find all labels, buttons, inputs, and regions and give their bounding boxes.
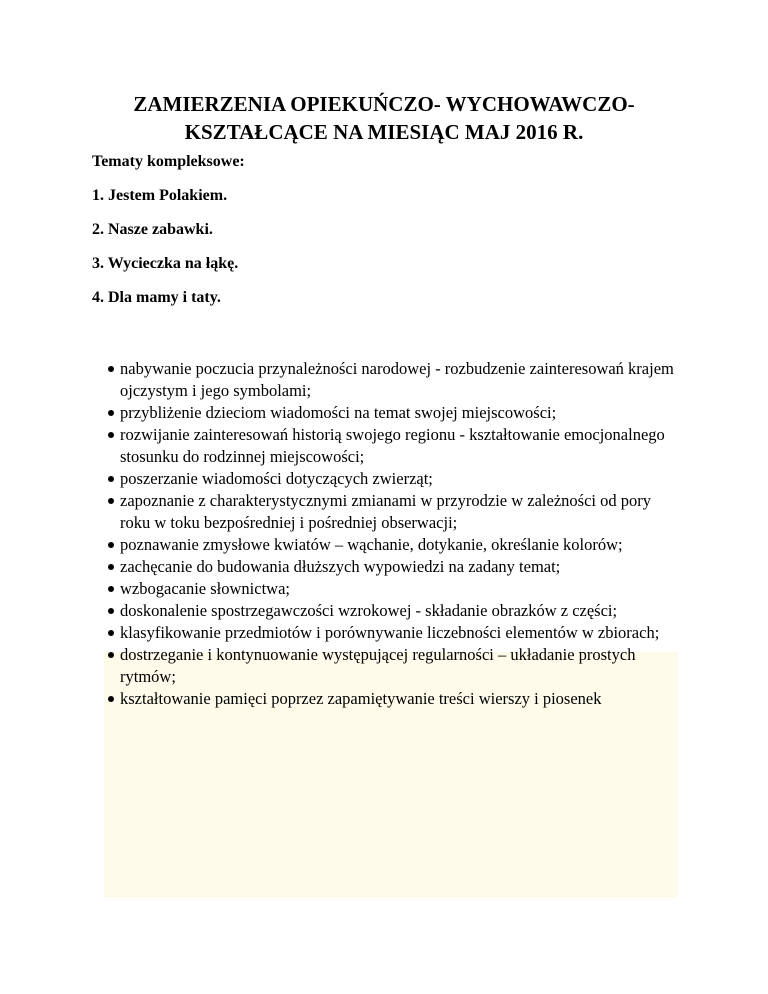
topics-list bbox=[92, 152, 692, 322]
bullet-icon bbox=[108, 542, 114, 548]
goal-text: nabywanie poczucia przynależności narodowej - rozbudzenie zainteresowań krajem ojczystym i jego symbolami; bbox=[120, 359, 674, 400]
bullet-icon bbox=[108, 696, 114, 702]
goal-text: poszerzanie wiadomości dotyczących zwierząt; bbox=[120, 469, 433, 488]
goals-list bbox=[108, 358, 680, 710]
title-line-1: ZAMIERZENIA OPIEKUŃCZO- WYCHOWAWCZO- bbox=[133, 92, 635, 116]
goal-text: poznawanie zmysłowe kwiatów – wąchanie, dotykanie, określanie kolorów; bbox=[120, 535, 623, 554]
bullet-icon bbox=[108, 608, 114, 614]
goal-text: kształtowanie pamięci poprzez zapamiętywanie treści wierszy i piosenek bbox=[120, 689, 602, 708]
bullet-icon bbox=[108, 498, 114, 504]
goal-item bbox=[108, 600, 680, 622]
goal-item bbox=[108, 358, 680, 402]
bullet-icon bbox=[108, 630, 114, 636]
goal-text: zachęcanie do budowania dłuższych wypowiedzi na zadany temat; bbox=[120, 557, 561, 576]
goal-text: zapoznanie z charakterystycznymi zmianami w przyrodzie w zależności od pory roku w toku bezpośredniej i pośredniej obserwacji; bbox=[120, 491, 651, 532]
topic-item: 1. Jestem Polakiem. bbox=[92, 187, 228, 204]
document-title bbox=[80, 90, 688, 146]
bullet-icon bbox=[108, 652, 114, 658]
bullet-icon bbox=[108, 410, 114, 416]
topic-item: 4. Dla mamy i taty. bbox=[92, 289, 221, 306]
goal-item bbox=[108, 622, 680, 644]
goal-item bbox=[108, 490, 680, 534]
bullet-icon bbox=[108, 586, 114, 592]
topics-heading: Tematy kompleksowe: bbox=[92, 153, 245, 170]
goal-text: rozwijanie zainteresowań historią swojego regionu - kształtowanie emocjonalnego stosunku do rodzinnej miejscowości; bbox=[120, 425, 665, 466]
goal-text: doskonalenie spostrzegawczości wzrokowej - składanie obrazków z części; bbox=[120, 601, 618, 620]
goal-text: dostrzeganie i kontynuowanie występującej regularności – układanie prostych rytmów; bbox=[120, 645, 636, 686]
goal-item bbox=[108, 644, 680, 688]
bullet-icon bbox=[108, 564, 114, 570]
goal-item bbox=[108, 534, 680, 556]
goal-item bbox=[108, 402, 680, 424]
goal-text: przybliżenie dzieciom wiadomości na temat swojej miejscowości; bbox=[120, 403, 557, 422]
topic-item: 3. Wycieczka na łąkę. bbox=[92, 255, 239, 272]
bullet-icon bbox=[108, 476, 114, 482]
goal-item bbox=[108, 468, 680, 490]
goal-text: klasyfikowanie przedmiotów i porównywanie liczebności elementów w zbiorach; bbox=[120, 623, 660, 642]
goal-item bbox=[108, 578, 680, 600]
goal-text: wzbogacanie słownictwa; bbox=[120, 579, 290, 598]
goal-item bbox=[108, 424, 680, 468]
goal-item bbox=[108, 556, 680, 578]
bullet-icon bbox=[108, 366, 114, 372]
bullet-icon bbox=[108, 432, 114, 438]
title-line-2: KSZTAŁCĄCE NA MIESIĄC MAJ 2016 R. bbox=[184, 120, 584, 144]
goal-item bbox=[108, 688, 680, 710]
topic-item: 2. Nasze zabawki. bbox=[92, 221, 213, 238]
